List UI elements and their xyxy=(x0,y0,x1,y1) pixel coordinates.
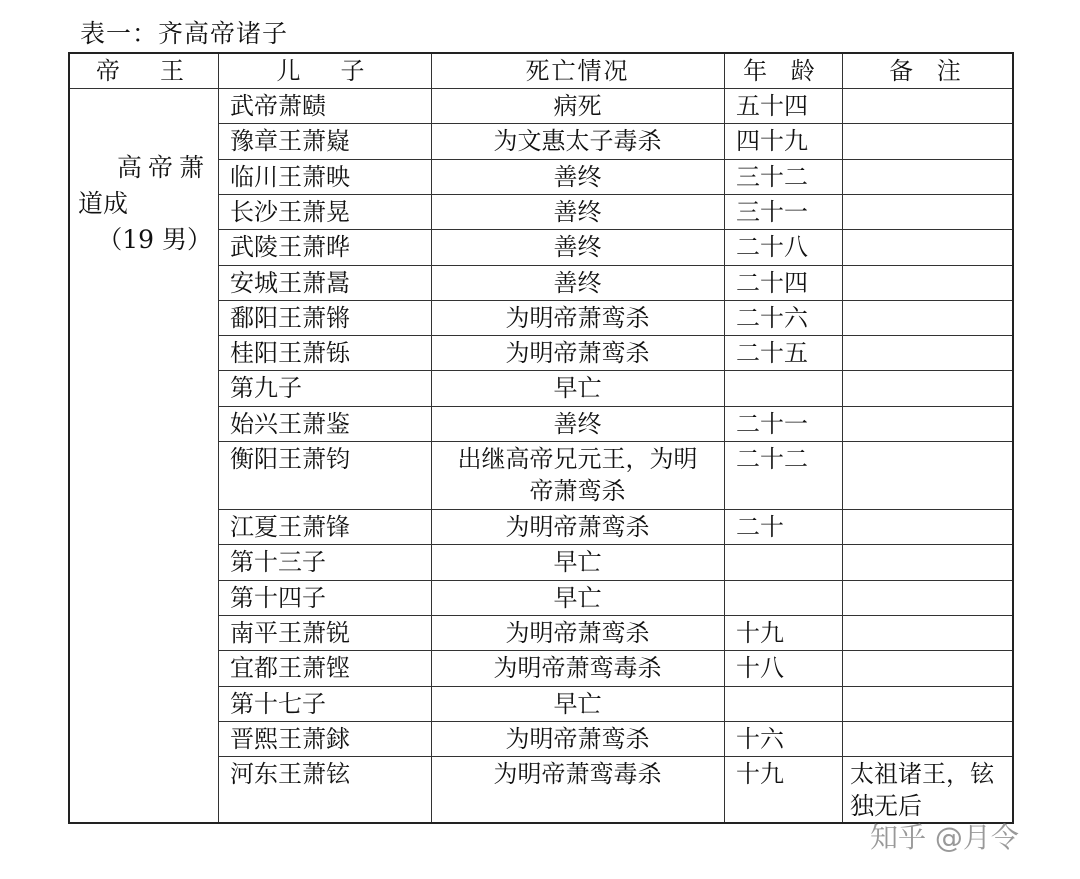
age-value: 二十四 xyxy=(736,268,808,297)
death-status: 早亡 xyxy=(553,689,602,718)
age-value: 十九 xyxy=(736,760,784,789)
death-status: 善终 xyxy=(553,197,602,226)
son-name: 南平王萧锐 xyxy=(230,618,350,647)
son-name: 宜都王萧铿 xyxy=(230,654,350,683)
age-value: 三十二 xyxy=(736,162,808,191)
age-value: 二十 xyxy=(736,513,784,541)
age-value: 十九 xyxy=(736,618,784,647)
death-status: 早亡 xyxy=(553,548,602,577)
son-name: 河东王萧铉 xyxy=(230,760,350,789)
age-value: 十八 xyxy=(736,654,784,683)
age-value: 二十五 xyxy=(736,339,808,368)
death-status: 为明帝萧鸾毒杀 xyxy=(493,760,662,789)
death-status: 为明帝萧鸾杀 xyxy=(505,339,650,368)
column-divider xyxy=(218,54,219,822)
emperor-name-line1: 高帝萧 xyxy=(116,153,210,182)
son-name: 豫章王萧嶷 xyxy=(230,127,350,156)
death-status: 为明帝萧鸾杀 xyxy=(505,303,650,332)
header-son: 儿 子 xyxy=(276,57,373,85)
header-emperor: 帝 王 xyxy=(96,57,192,85)
death-status: 善终 xyxy=(553,268,602,297)
death-status: 病死 xyxy=(553,92,602,120)
header-death: 死亡情况 xyxy=(525,57,630,85)
note-text: 太祖诸王，铉 xyxy=(850,760,994,789)
death-status: 善终 xyxy=(553,233,602,262)
age-value: 三十一 xyxy=(736,197,808,226)
son-name: 桂阳王萧铄 xyxy=(230,339,350,368)
age-value: 二十六 xyxy=(736,303,808,332)
death-status: 为明帝萧鸾毒杀 xyxy=(493,654,662,683)
table-caption: 表一：齐高帝诸子 xyxy=(80,19,289,48)
son-name: 第十七子 xyxy=(230,689,326,718)
death-status: 早亡 xyxy=(553,374,602,403)
age-value: 四十九 xyxy=(736,127,808,156)
son-name: 武帝萧赜 xyxy=(230,92,326,120)
death-status: 为明帝萧鸾杀 xyxy=(505,724,650,753)
son-name: 始兴王萧鉴 xyxy=(230,409,350,438)
death-status: 出继高帝兄元王，为明 xyxy=(457,445,698,473)
son-name: 安城王萧暠 xyxy=(230,268,350,297)
son-name: 江夏王萧锋 xyxy=(230,513,350,541)
death-status: 为明帝萧鸾杀 xyxy=(505,618,650,647)
emperor-sons-count: （19 男） xyxy=(97,225,212,254)
watermark: 知乎 @月令 xyxy=(870,821,1019,854)
son-name: 第九子 xyxy=(230,374,302,403)
son-name: 临川王萧映 xyxy=(230,162,350,191)
header-age: 年 龄 xyxy=(743,57,823,85)
death-status: 早亡 xyxy=(553,583,602,612)
death-status: 善终 xyxy=(553,409,602,438)
column-divider xyxy=(724,54,725,822)
column-divider xyxy=(842,54,843,822)
son-name: 晋熙王萧銶 xyxy=(230,724,350,753)
death-status: 为文惠太子毒杀 xyxy=(493,127,662,156)
age-value: 二十一 xyxy=(736,409,808,438)
son-name: 武陵王萧晔 xyxy=(230,233,350,262)
death-status-cont: 帝萧鸾杀 xyxy=(529,477,626,505)
death-status: 为明帝萧鸾杀 xyxy=(505,513,650,541)
age-value: 二十二 xyxy=(736,445,808,473)
death-status: 善终 xyxy=(553,162,602,191)
sons-table xyxy=(68,52,1014,824)
son-name: 长沙王萧晃 xyxy=(230,197,350,226)
son-name: 鄱阳王萧锵 xyxy=(230,303,350,332)
son-name: 第十四子 xyxy=(230,583,326,612)
emperor-cell xyxy=(78,150,212,258)
emperor-name-line2: 道成 xyxy=(78,189,129,218)
note-text-cont: 独无后 xyxy=(850,792,922,821)
age-value: 二十八 xyxy=(736,233,808,262)
son-name: 衡阳王萧钧 xyxy=(230,445,350,473)
age-value: 十六 xyxy=(736,724,784,753)
age-value: 五十四 xyxy=(736,92,808,120)
header-note: 备 注 xyxy=(889,57,969,85)
son-name: 第十三子 xyxy=(230,548,326,577)
